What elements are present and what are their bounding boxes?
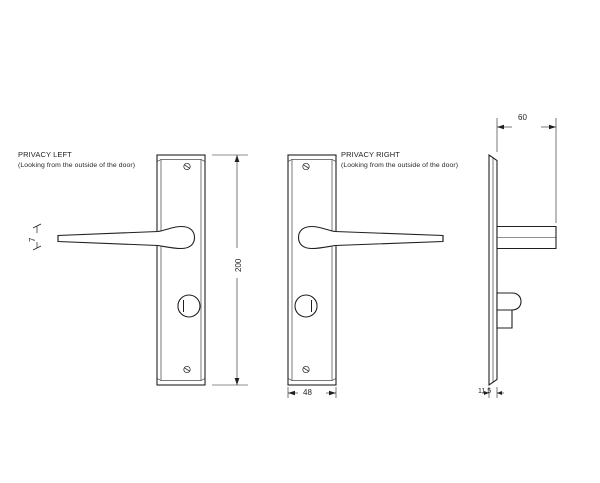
dimension-width-48 [288,387,336,398]
privacy-left-lever-handle [58,227,195,249]
dimension-width-value: 48 [303,388,312,397]
privacy-left-title: PRIVACY LEFT [18,150,72,159]
privacy-right-lever-handle [299,227,444,249]
privacy-left-backplate [157,155,205,385]
dimension-projection-value: 60 [518,113,527,122]
lever-height-value: 7 [28,237,37,242]
privacy-left-subtitle: (Looking from the outside of the door) [18,162,136,169]
privacy-right-title: PRIVACY RIGHT [341,150,400,159]
dimension-projection-60 [497,118,556,223]
privacy-right-subtitle: (Looking from the outside of the door) [341,162,459,169]
privacy-right-fixing-screw-top [303,163,309,169]
privacy-left-turn-button [178,295,200,317]
privacy-right-backplate [288,155,336,385]
privacy-right-turn-button [295,295,317,317]
side-profile-lever [497,227,556,249]
dimension-height-value: 200 [234,258,243,272]
privacy-right-fixing-screw-bottom [303,366,309,372]
privacy-left-fixing-screw-top [184,163,190,169]
dimension-thickness-value: 11.5 [478,388,492,395]
side-profile-plate [489,155,497,385]
side-profile-turn-button [497,293,521,328]
privacy-left-fixing-screw-bottom [184,366,190,372]
